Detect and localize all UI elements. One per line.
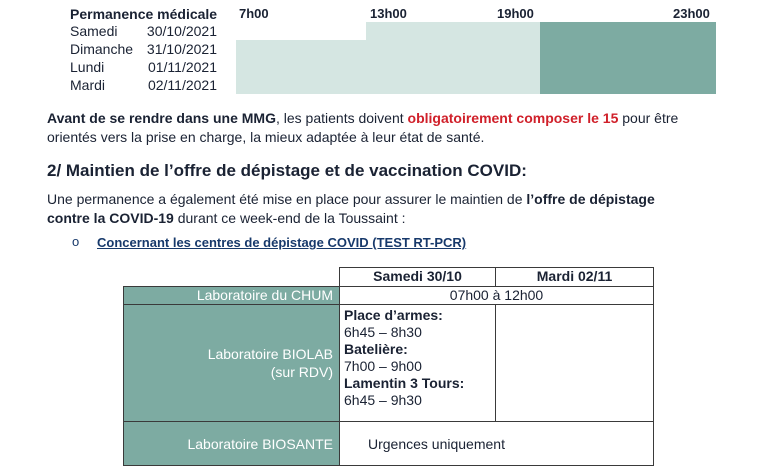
notice-line2: orientés vers la prise en charge, la mieux adaptée à leur état de santé. bbox=[47, 129, 485, 145]
site-place: Batelière: bbox=[344, 341, 408, 357]
day-name: Samedi bbox=[70, 23, 118, 39]
site-time: 7h00 – 9h00 bbox=[344, 358, 422, 374]
hour-label-13h: 13h00 bbox=[370, 6, 407, 21]
section-title: 2/ Maintien de l’offre de dépistage et de vaccination COVID: bbox=[47, 161, 527, 180]
schedule-band-evening bbox=[540, 22, 716, 94]
bullet-marker: o bbox=[72, 234, 80, 249]
site-place: Lamentin 3 Tours: bbox=[344, 375, 465, 391]
notice-highlight: obligatoirement composer le 15 bbox=[407, 110, 619, 126]
day-name: Mardi bbox=[70, 77, 106, 93]
notice-text: , les patients doivent bbox=[275, 110, 408, 126]
lab-name: Laboratoire BIOLAB bbox=[207, 346, 333, 362]
lab-hours-chum: 07h00 à 12h00 bbox=[340, 287, 654, 305]
header-mardi: Mardi 02/11 bbox=[496, 268, 654, 287]
section-para-bold: l’offre de dépistage bbox=[526, 191, 655, 207]
covid-test-centers-link[interactable]: Concernant les centres de dépistage COVID (TEST RT-PCR) bbox=[97, 235, 467, 250]
schedule-band-afternoon bbox=[366, 22, 540, 94]
day-name: Lundi bbox=[70, 59, 105, 75]
day-date: 31/10/2021 bbox=[146, 41, 217, 57]
hour-label-7h: 7h00 bbox=[239, 6, 269, 21]
day-date: 30/10/2021 bbox=[146, 23, 217, 39]
empty-corner-cell bbox=[124, 268, 340, 287]
site-time: 6h45 – 9h30 bbox=[344, 392, 422, 408]
mmg-notice bbox=[47, 109, 727, 147]
notice-bold: Avant de se rendre dans une MMG bbox=[47, 110, 276, 126]
hour-label-23h: 23h00 bbox=[673, 6, 710, 21]
lab-name-chum: Laboratoire du CHUM bbox=[124, 287, 340, 305]
section-para-bold2: contre la COVID-19 bbox=[47, 210, 174, 226]
schedule-title: Permanence médicale bbox=[70, 6, 218, 22]
site-place: Place d’armes: bbox=[344, 307, 443, 323]
schedule-band-morning bbox=[236, 40, 366, 94]
lab-name-biolab bbox=[124, 305, 340, 422]
day-date: 02/11/2021 bbox=[147, 77, 217, 93]
lab-table bbox=[123, 267, 654, 466]
day-name: Dimanche bbox=[70, 41, 134, 57]
lab-hours-biosante: Urgences uniquement bbox=[340, 422, 654, 466]
hour-label-19h: 19h00 bbox=[497, 6, 534, 21]
day-date: 01/11/2021 bbox=[147, 59, 217, 75]
site-time: 6h45 – 8h30 bbox=[344, 324, 422, 340]
lab-name-biosante: Laboratoire BIOSANTE bbox=[124, 422, 340, 466]
lab-name-note: (sur RDV) bbox=[270, 364, 333, 380]
notice-text-end: pour être bbox=[618, 110, 679, 126]
lab-empty-cell bbox=[496, 305, 654, 422]
section-para-text: Une permanence a également été mise en place pour assurer le maintien de bbox=[47, 191, 527, 207]
section-para-text2: durant ce week-end de la Toussaint : bbox=[173, 210, 406, 226]
header-samedi: Samedi 30/10 bbox=[340, 268, 496, 287]
lab-sites-biolab bbox=[340, 305, 496, 422]
section-paragraph bbox=[47, 190, 727, 228]
